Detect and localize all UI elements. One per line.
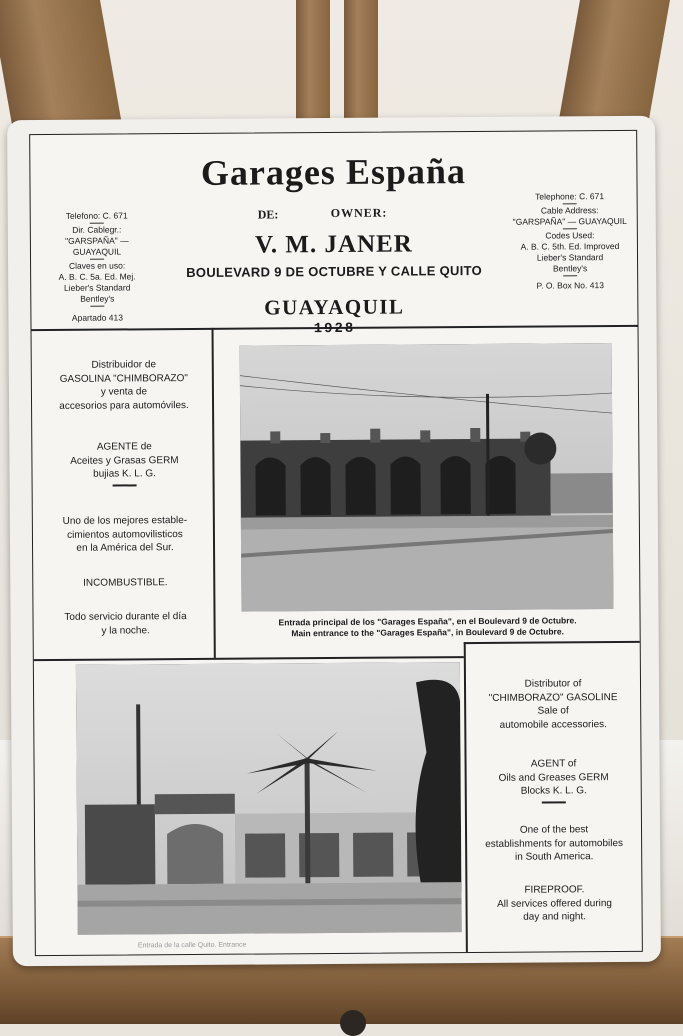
photo2-caption: Entrada de la calle Quito. Entrance <box>137 941 247 950</box>
text-line: Blocks K. L. G. <box>520 785 587 797</box>
codes-line: Lieber's Standard <box>64 282 131 293</box>
spanish-block-agent <box>40 440 208 490</box>
cable-value: "GARSPAÑA" — GUAYAQUIL <box>65 235 129 257</box>
text-line: bujias K. L. G. <box>93 468 156 480</box>
text-line: "CHIMBORAZO" GASOLINE <box>488 691 618 704</box>
english-block-best <box>471 823 637 865</box>
divider <box>464 641 640 644</box>
codes-line: Bentley's <box>552 263 588 274</box>
text-line: Oils and Greases GERM <box>498 771 609 784</box>
address: BOULEVARD 9 DE OCTUBRE Y CALLE QUITO <box>186 262 483 281</box>
caption-spanish: Entrada principal de los "Garages España", en el Boulevard 9 de Octubre. <box>278 615 577 628</box>
text-line: AGENTE de <box>96 441 152 453</box>
spanish-block-fireproof <box>41 576 209 591</box>
text-line: establishments for automobiles <box>485 837 624 850</box>
poster-board <box>7 116 661 967</box>
text-line: GASOLINA "CHIMBORAZO" <box>59 372 189 385</box>
poster-title: Garages España <box>200 151 467 193</box>
text-line: day and night. <box>523 911 587 923</box>
english-block-fireproof <box>471 883 637 925</box>
cable-value: "GARSPAÑA" — GUAYAQUIL <box>512 215 627 227</box>
po-box: Apartado 413 <box>71 312 123 323</box>
poster-sheet <box>29 130 643 956</box>
text-line: Uno de los mejores estable- <box>62 515 188 527</box>
po-box: P. O. Box No. 413 <box>536 280 604 291</box>
text-line: Distribuidor de <box>91 359 157 371</box>
easel-post <box>344 0 378 130</box>
spanish-block-gasoline <box>40 358 208 413</box>
cable-label: Dir. Cablegr.: <box>72 224 122 235</box>
text-line: y venta de <box>100 386 148 398</box>
divider <box>212 328 216 658</box>
text-line: All services offered during <box>497 897 613 910</box>
codes-line: Lieber's Standard <box>536 252 604 263</box>
text-line: cimientos automovilisticos <box>67 528 183 541</box>
text-line: FIREPROOF. <box>524 884 585 896</box>
codes-line: A. B. C. 5a. Ed. Mej. <box>58 271 136 282</box>
text-line: y la noche. <box>101 624 150 637</box>
info-right <box>511 191 630 292</box>
spanish-block-best <box>41 514 209 556</box>
text-line: accesorios para automóviles. <box>59 399 189 412</box>
english-block-gasoline <box>470 677 636 732</box>
photo1-caption <box>242 615 614 640</box>
text-line: One of the best <box>519 824 589 836</box>
text-line: Distributor of <box>524 678 582 690</box>
text-line: in South America. <box>514 851 594 863</box>
de-label: DE: <box>257 207 279 222</box>
codes-label: Claves en uso: <box>68 260 126 271</box>
codes-line: Bentley's <box>80 293 115 304</box>
year: 1928 <box>313 320 356 338</box>
cable-label: Cable Address: <box>540 205 599 216</box>
owner-name: V. M. JANER <box>254 230 413 259</box>
telephone: Telefono: C. 671 <box>65 210 128 221</box>
telephone: Telephone: C. 671 <box>535 191 605 202</box>
english-block-agent <box>471 757 637 807</box>
info-left <box>41 210 154 324</box>
easel-knob <box>340 1010 366 1036</box>
city: GUAYAQUIL <box>264 294 405 320</box>
codes-line: A. B. C. 5th. Ed. Improved <box>520 241 620 252</box>
photo-main-entrance <box>240 343 614 612</box>
text-line: automobile accessories. <box>499 718 607 731</box>
codes-label: Codes Used: <box>545 230 595 241</box>
divider <box>464 642 468 952</box>
text-line: Aceites y Grasas GERM <box>70 454 179 467</box>
owner-label: OWNER: <box>330 205 388 221</box>
divider <box>34 656 464 661</box>
text-line: AGENT of <box>530 758 577 770</box>
photo-quito-entrance <box>76 662 462 935</box>
caption-english: Main entrance to the "Garages España", in Boulevard 9 de Octubre. <box>291 626 564 639</box>
easel-post <box>296 0 330 130</box>
text-line: Sale of <box>537 705 569 717</box>
spanish-block-service <box>41 610 209 638</box>
text-line: Todo servicio durante el día <box>64 611 187 623</box>
text-line: en la América del Sur. <box>76 542 174 554</box>
text-line: INCOMBUSTIBLE. <box>83 577 168 589</box>
